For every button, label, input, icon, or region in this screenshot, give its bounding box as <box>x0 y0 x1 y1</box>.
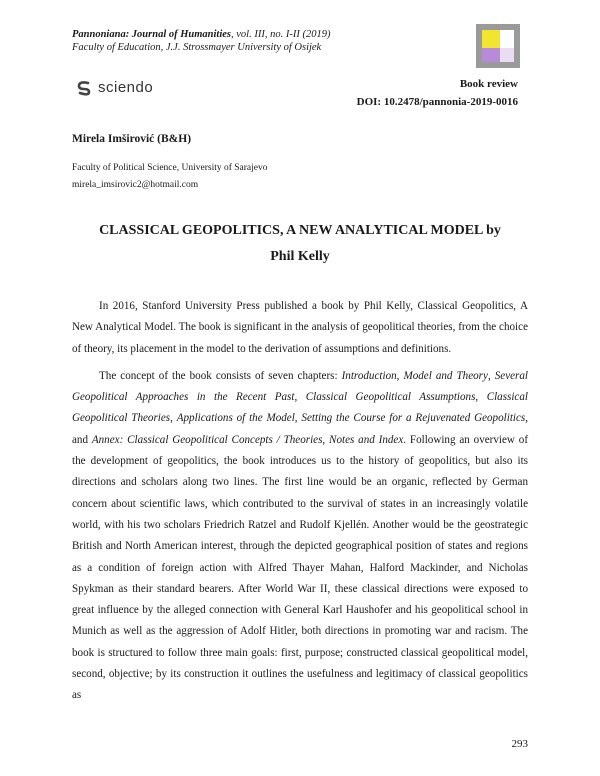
article-type: Book review <box>459 78 518 90</box>
journal-citation <box>72 28 330 41</box>
sciendo-mark-icon <box>76 80 92 96</box>
publisher-name: sciendo <box>98 79 154 96</box>
title-line-2: Phil Kelly <box>270 249 330 264</box>
paragraph-2: The concept of the book consists of seven chapters: Introduction, Model and Theory, Several Geopolitical Approaches in the Recent Past, Classical Geopolitical Assumptions, Classical Geopolitical Theories, Applications of the Model, Setting the Course for a Rejuvenated Geopolitics, and Annex: Classical Geopolitical Concepts / Theories, Notes and Index. Following an overview of the development of geopolitics, the book introduces us to the history of geopolitics, but also its directions and scholars along two lines. The first line would be an organic, reflected by German concern about scientific laws, which contributed to the survival of states in an increasingly volatile world, with his two scholars Friedrich Ratzel and Rudolf Kjellén. Another would be the geostrategic British and North American interest, through the depicted geographical position of states and regions as a condition of foreign action with Alfred Thayer Mahan, Halford Mackinder, and Nicholas Spykman as their standard bearers. After World War II, these classical directions were exposed to great influence by the alleged connection with General Karl Haushofer and his geopolitical school in Munich as well as the aggression of Adolf Hitler, both directions in promoting war and racism. The book is structured to follow three main goals: first, purpose; constructed classical geopolitical model, second, objective; by its construction it outlines the usefulness and legitimacy of classical geopolitics as <box>72 369 529 702</box>
publisher-logo <box>76 79 153 96</box>
journal-faculty: Faculty of Education, J.J. Strossmayer University of Osijek <box>72 42 322 53</box>
author-email: mirela_imsirovic2@hotmail.com <box>72 180 199 190</box>
article-doi: DOI: 10.2478/pannonia-2019-0016 <box>356 96 518 108</box>
journal-logo-icon <box>476 24 520 68</box>
journal-header <box>72 28 330 54</box>
journal-issue: , vol. III, no. I-II (2019) <box>231 29 331 40</box>
page-number: 293 <box>511 738 528 750</box>
author-affiliation: Faculty of Political Science, University of Sarajevo <box>72 163 268 173</box>
paragraph-1: In 2016, Stanford University Press published a book by Phil Kelly, Classical Geopolitics, A New Analytical Model. The book is significant in the analysis of geopolitical theories, from the choice of theory, its placement in the model to the derivation of assumptions and definitions. <box>72 300 528 355</box>
journal-name: Pannoniana: Journal of Humanities <box>72 29 232 40</box>
title-line-1: CLASSICAL GEOPOLITICS, A NEW ANALYTICAL MODEL by <box>99 223 501 238</box>
article-body <box>72 296 528 713</box>
author-name: Mirela Imširović (B&H) <box>72 133 192 145</box>
article-title <box>60 218 540 270</box>
author-affiliation-block <box>72 160 268 194</box>
